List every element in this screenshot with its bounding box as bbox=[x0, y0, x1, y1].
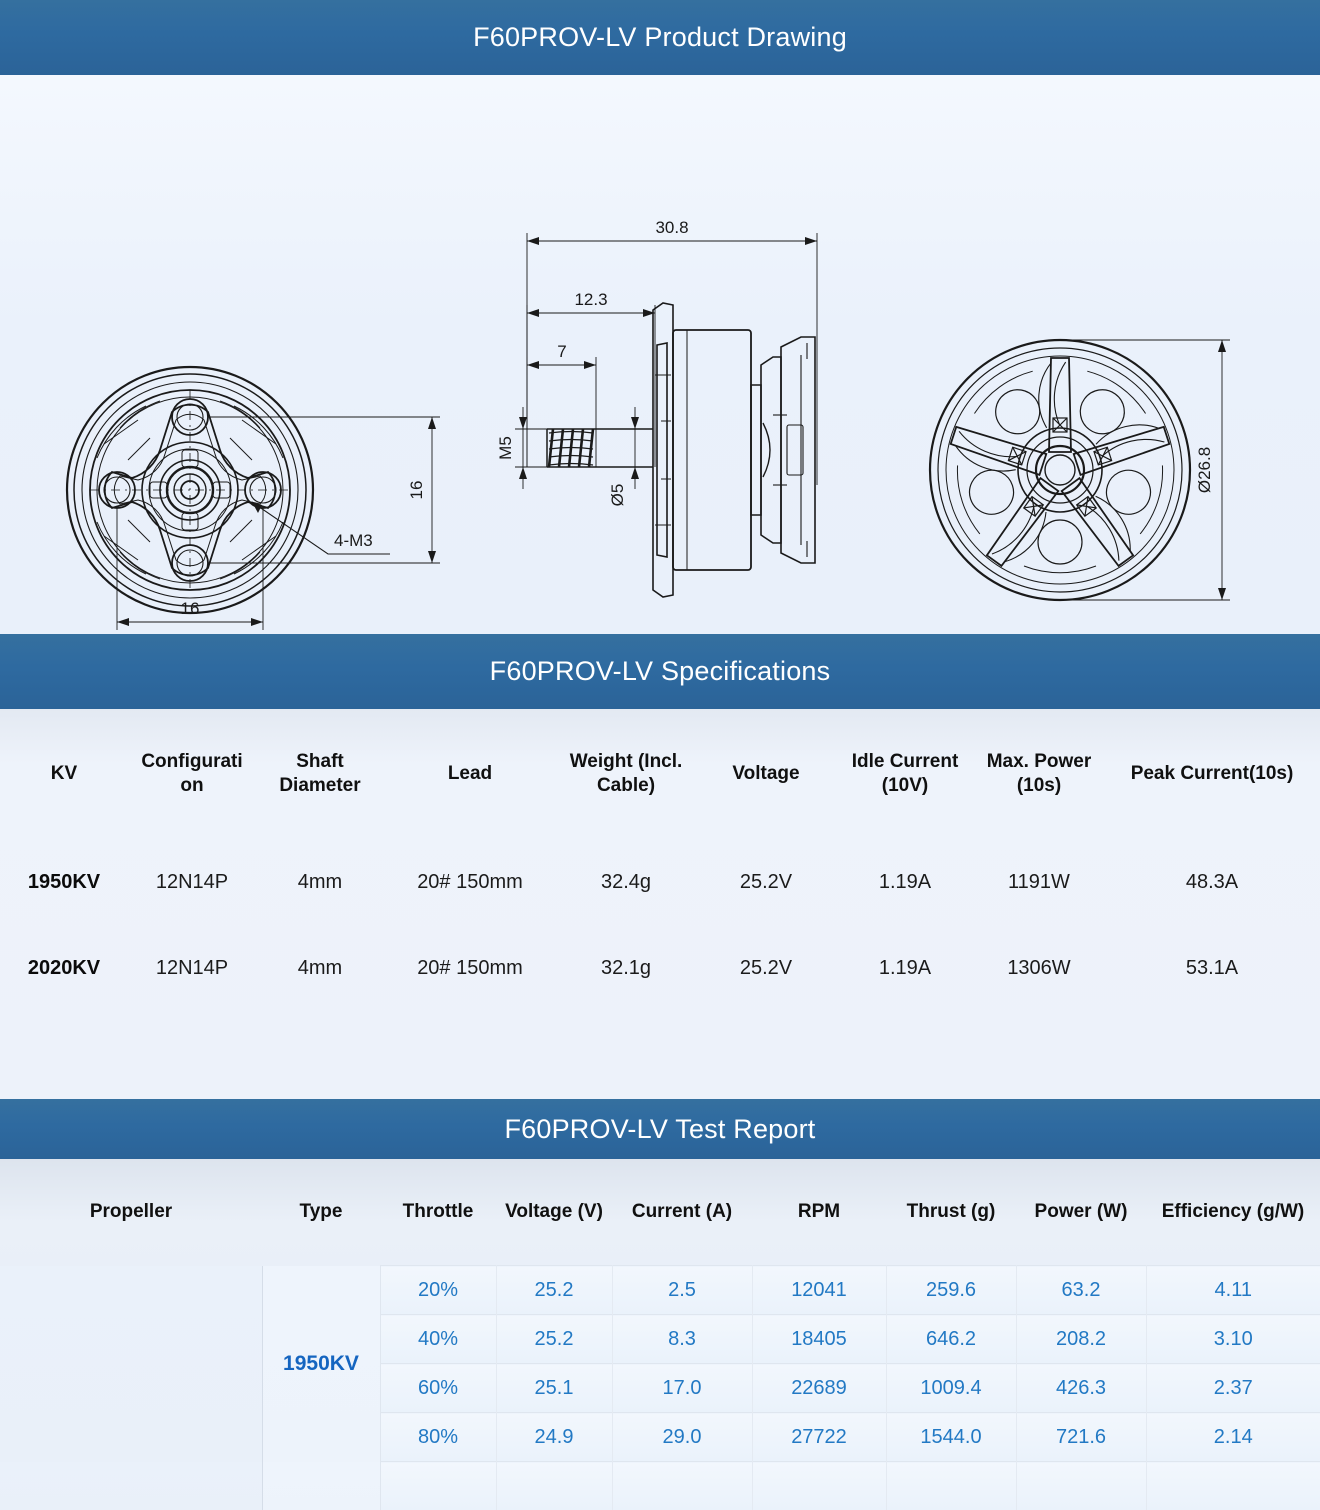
test-cell-power bbox=[1016, 1462, 1146, 1510]
test-cell-propeller bbox=[0, 1266, 262, 1462]
test-cell-voltage: 25.1 bbox=[496, 1364, 612, 1413]
test-cell-thrust: 259.6 bbox=[886, 1266, 1016, 1315]
test-header-efficiency: Efficiency (g/W) bbox=[1146, 1159, 1320, 1266]
spec-cell-weight: 32.1g bbox=[556, 925, 696, 1011]
test-cell-current: 29.0 bbox=[612, 1413, 752, 1462]
test-cell-voltage bbox=[496, 1462, 612, 1510]
spec-cell-weight: 32.4g bbox=[556, 839, 696, 925]
test-header-throttle: Throttle bbox=[380, 1159, 496, 1266]
test-cell-power: 63.2 bbox=[1016, 1266, 1146, 1315]
test-header-propeller: Propeller bbox=[0, 1159, 262, 1266]
overall-length-label: 30.8 bbox=[655, 218, 688, 237]
specifications-title: F60PROV-LV Specifications bbox=[490, 656, 831, 687]
spec-header-shaft-diameter: Shaft Diameter bbox=[256, 709, 384, 839]
test-cell-power: 426.3 bbox=[1016, 1364, 1146, 1413]
test-report-header-row bbox=[0, 1159, 1320, 1266]
test-header-power: Power (W) bbox=[1016, 1159, 1146, 1266]
spec-cell-lead: 20# 150mm bbox=[384, 925, 556, 1011]
bottom-view-width-label: 16 bbox=[181, 599, 200, 618]
specifications-table-container bbox=[0, 709, 1320, 1099]
test-cell-throttle: 80% bbox=[380, 1413, 496, 1462]
table-row bbox=[0, 1266, 1320, 1315]
test-header-thrust: Thrust (g) bbox=[886, 1159, 1016, 1266]
spec-header-weight: Weight (Incl. Cable) bbox=[556, 709, 696, 839]
test-cell-efficiency: 4.11 bbox=[1146, 1266, 1320, 1315]
test-cell-throttle: 60% bbox=[380, 1364, 496, 1413]
top-view-drawing bbox=[930, 340, 1230, 600]
spec-cell-lead: 20# 150mm bbox=[384, 839, 556, 925]
spec-cell-voltage: 25.2V bbox=[696, 839, 836, 925]
spec-cell-configuration: 12N14P bbox=[128, 839, 256, 925]
test-cell-type bbox=[262, 1462, 380, 1510]
spec-cell-kv: 2020KV bbox=[0, 925, 128, 1011]
table-row bbox=[0, 1462, 1320, 1510]
spec-cell-configuration: 12N14P bbox=[128, 925, 256, 1011]
test-cell-current bbox=[612, 1462, 752, 1510]
test-cell-rpm bbox=[752, 1462, 886, 1510]
test-cell-thrust bbox=[886, 1462, 1016, 1510]
test-header-type: Type bbox=[262, 1159, 380, 1266]
shaft-to-base-label: 12.3 bbox=[574, 290, 607, 309]
test-cell-current: 17.0 bbox=[612, 1364, 752, 1413]
test-cell-rpm: 12041 bbox=[752, 1266, 886, 1315]
test-cell-propeller bbox=[0, 1462, 262, 1510]
bottom-view-drawing bbox=[67, 367, 440, 630]
test-cell-thrust: 1009.4 bbox=[886, 1364, 1016, 1413]
test-cell-voltage: 25.2 bbox=[496, 1315, 612, 1364]
test-report-title: F60PROV-LV Test Report bbox=[504, 1114, 815, 1145]
specifications-table bbox=[0, 709, 1320, 1011]
spec-header-lead: Lead bbox=[384, 709, 556, 839]
test-header-voltage: Voltage (V) bbox=[496, 1159, 612, 1266]
test-cell-voltage: 25.2 bbox=[496, 1266, 612, 1315]
test-cell-rpm: 27722 bbox=[752, 1413, 886, 1462]
spec-cell-peak-current: 48.3A bbox=[1104, 839, 1320, 925]
test-cell-efficiency: 3.10 bbox=[1146, 1315, 1320, 1364]
test-cell-type: 1950KV bbox=[262, 1266, 380, 1462]
bottom-view-height-label: 16 bbox=[407, 481, 426, 500]
spec-cell-idle-current: 1.19A bbox=[836, 839, 974, 925]
test-cell-current: 2.5 bbox=[612, 1266, 752, 1315]
bell-diameter-label: Ø26.8 bbox=[1195, 447, 1214, 493]
test-cell-rpm: 18405 bbox=[752, 1315, 886, 1364]
table-row bbox=[0, 839, 1320, 925]
test-cell-current: 8.3 bbox=[612, 1315, 752, 1364]
test-report-title-bar bbox=[0, 1099, 1320, 1159]
product-drawing-area bbox=[0, 75, 1320, 634]
test-cell-rpm: 22689 bbox=[752, 1364, 886, 1413]
thread-callout-label: 4-M3 bbox=[334, 531, 373, 550]
shaft-diameter-label: Ø5 bbox=[608, 484, 627, 507]
test-cell-throttle: 20% bbox=[380, 1266, 496, 1315]
spec-cell-max-power: 1306W bbox=[974, 925, 1104, 1011]
test-cell-throttle: 40% bbox=[380, 1315, 496, 1364]
test-cell-throttle bbox=[380, 1462, 496, 1510]
spec-header-voltage: Voltage bbox=[696, 709, 836, 839]
test-cell-power: 208.2 bbox=[1016, 1315, 1146, 1364]
spec-header-kv: KV bbox=[0, 709, 128, 839]
table-row bbox=[0, 925, 1320, 1011]
side-view-drawing bbox=[496, 218, 817, 597]
spec-cell-idle-current: 1.19A bbox=[836, 925, 974, 1011]
test-report-table bbox=[0, 1159, 1320, 1510]
test-header-rpm: RPM bbox=[752, 1159, 886, 1266]
test-header-current: Current (A) bbox=[612, 1159, 752, 1266]
thread-length-label: 7 bbox=[557, 342, 566, 361]
spec-cell-peak-current: 53.1A bbox=[1104, 925, 1320, 1011]
spec-cell-voltage: 25.2V bbox=[696, 925, 836, 1011]
test-cell-thrust: 1544.0 bbox=[886, 1413, 1016, 1462]
test-cell-voltage: 24.9 bbox=[496, 1413, 612, 1462]
product-drawing-title: F60PROV-LV Product Drawing bbox=[473, 22, 847, 53]
test-report-table-container bbox=[0, 1159, 1320, 1510]
test-cell-efficiency: 2.37 bbox=[1146, 1364, 1320, 1413]
spec-header-idle-current: Idle Current (10V) bbox=[836, 709, 974, 839]
spec-cell-shaft-diameter: 4mm bbox=[256, 839, 384, 925]
spec-header-max-power: Max. Power (10s) bbox=[974, 709, 1104, 839]
specifications-title-bar bbox=[0, 634, 1320, 709]
spec-header-peak-current: Peak Current(10s) bbox=[1104, 709, 1320, 839]
test-cell-efficiency: 2.14 bbox=[1146, 1413, 1320, 1462]
spec-cell-max-power: 1191W bbox=[974, 839, 1104, 925]
spec-header-configuration: Configurati on bbox=[128, 709, 256, 839]
thread-spec-label: M5 bbox=[496, 436, 515, 460]
spec-cell-kv: 1950KV bbox=[0, 839, 128, 925]
product-drawing-title-bar bbox=[0, 0, 1320, 75]
test-cell-power: 721.6 bbox=[1016, 1413, 1146, 1462]
test-cell-efficiency bbox=[1146, 1462, 1320, 1510]
specifications-header-row bbox=[0, 709, 1320, 839]
test-cell-thrust: 646.2 bbox=[886, 1315, 1016, 1364]
spec-cell-shaft-diameter: 4mm bbox=[256, 925, 384, 1011]
